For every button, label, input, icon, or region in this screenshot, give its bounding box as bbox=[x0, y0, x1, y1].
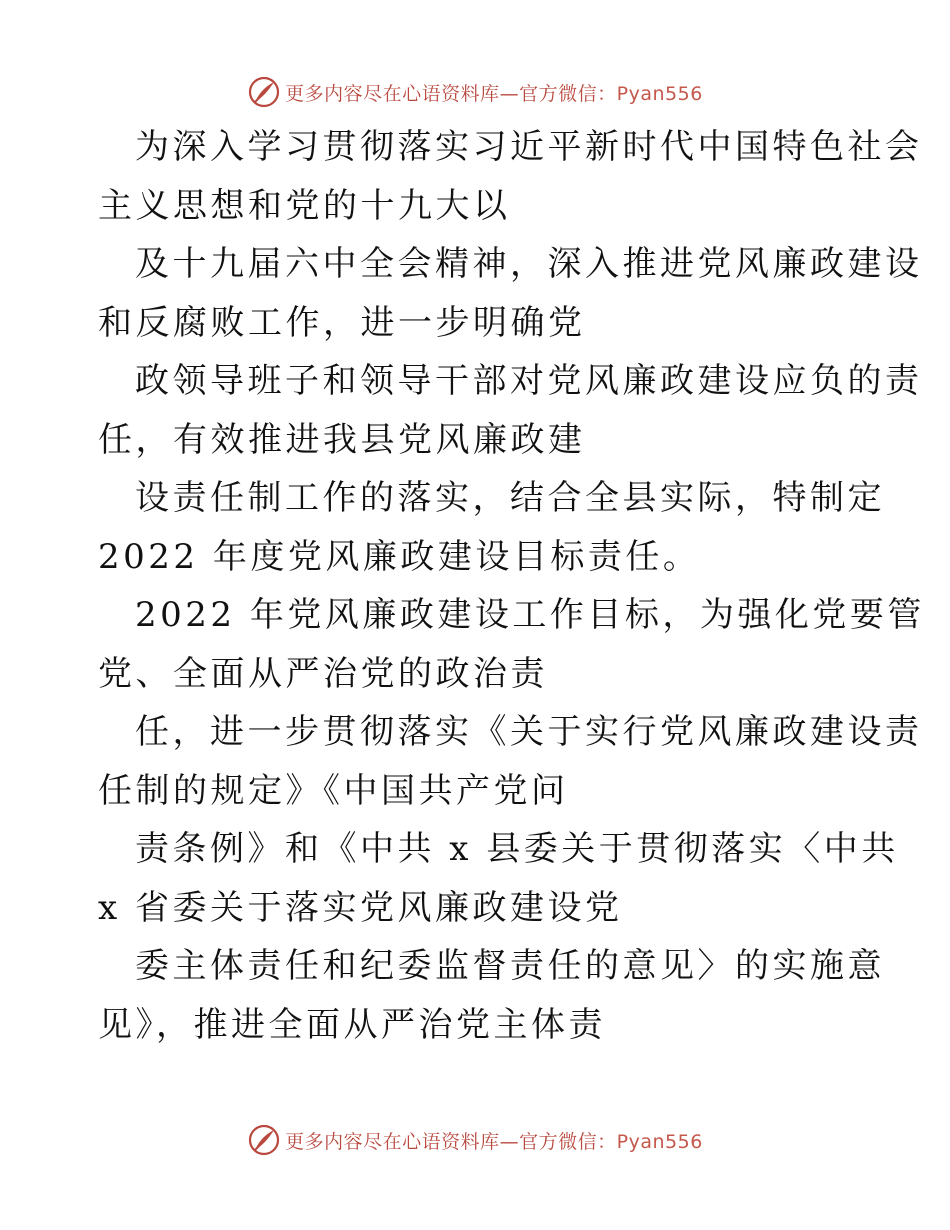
text-line: 委主体责任和纪委监督责任的意见〉的实施意 bbox=[135, 946, 885, 986]
text-line: 见》，推进全面从严治党主体责 bbox=[98, 1004, 606, 1045]
document-body bbox=[98, 118, 925, 1054]
text-line: 设责任制工作的落实，结合全县实际，特制定 bbox=[135, 478, 885, 518]
text-line: 任，有效推进我县党风廉政建 bbox=[98, 419, 586, 460]
watermark-account: Pyan556 bbox=[616, 1130, 703, 1153]
text-line: 为深入学习贯彻落实习近平新时代中国特色社会 bbox=[135, 127, 923, 167]
text-line: 责条例》和《中共 x 县委关于贯彻落实〈中共 bbox=[135, 829, 899, 869]
text-line: x 省委关于落实党风廉政建设党 bbox=[98, 887, 623, 928]
footer-watermark bbox=[0, 1120, 950, 1160]
text-line: 任，进一步贯彻落实《关于实行党风廉政建设责 bbox=[135, 712, 923, 752]
text-line: 主义思想和党的十九大以 bbox=[98, 185, 511, 226]
header-watermark bbox=[0, 72, 950, 112]
watermark-account: Pyan556 bbox=[616, 82, 703, 105]
text-line: 2022 年党风廉政建设工作目标，为强化党要管 bbox=[135, 595, 925, 635]
text-line: 任制的规定》《中国共产党问 bbox=[98, 770, 569, 811]
watermark-label: 更多内容尽在心语资料库—官方微信：Pyan556 bbox=[285, 82, 703, 105]
text-line: 和反腐败工作，进一步明确党 bbox=[98, 302, 586, 343]
text-line: 2022 年度党风廉政建设目标责任。 bbox=[98, 536, 701, 577]
watermark-label: 更多内容尽在心语资料库—官方微信：Pyan556 bbox=[285, 1130, 703, 1153]
quill-pen-circle-icon bbox=[247, 75, 281, 109]
text-line: 及十九届六中全会精神，深入推进党风廉政建设 bbox=[135, 244, 923, 284]
text-line: 党、全面从严治党的政治责 bbox=[98, 653, 548, 694]
quill-pen-circle-icon bbox=[247, 1123, 281, 1157]
text-line: 政领导班子和领导干部对党风廉政建设应负的责 bbox=[135, 361, 923, 401]
